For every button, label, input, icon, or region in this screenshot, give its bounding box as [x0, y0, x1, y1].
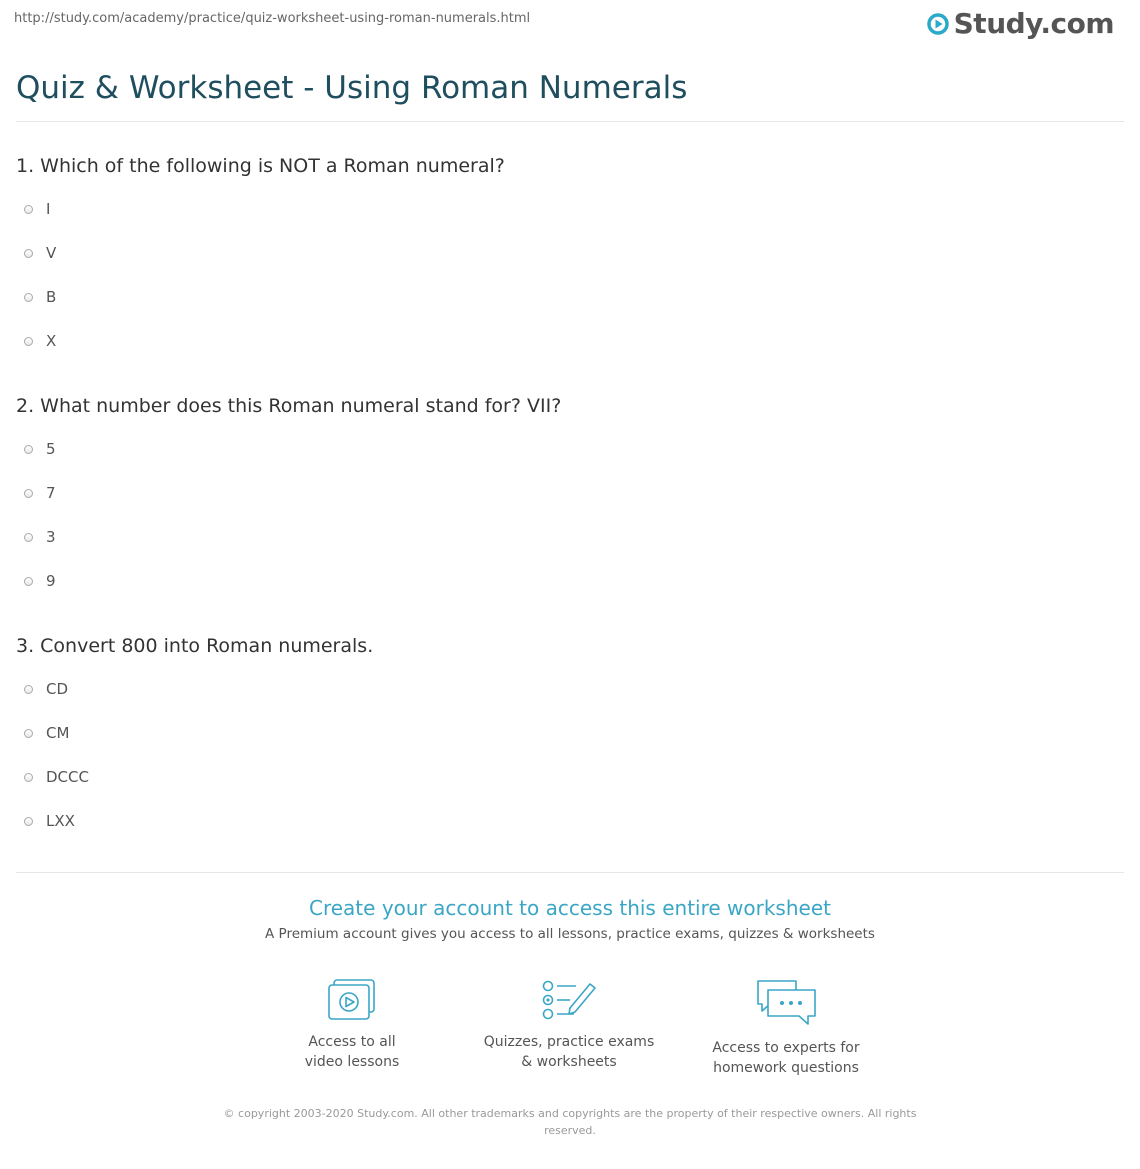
- logo-text: Study.com: [953, 7, 1114, 40]
- answer-option[interactable]: [24, 724, 69, 742]
- radio-button[interactable]: [24, 205, 33, 214]
- answer-option[interactable]: [24, 332, 56, 350]
- play-circle-icon: [927, 13, 949, 35]
- answer-option-label: 7: [46, 484, 56, 502]
- radio-button[interactable]: [24, 337, 33, 346]
- radio-button[interactable]: [24, 533, 33, 542]
- radio-button[interactable]: [24, 249, 33, 258]
- answer-option-label: DCCC: [46, 768, 89, 786]
- radio-button[interactable]: [24, 685, 33, 694]
- feature-video-lessons: [242, 978, 462, 1072]
- feature-quizzes: [459, 978, 679, 1072]
- answer-option-label: CM: [46, 724, 70, 742]
- answer-option-label: V: [46, 244, 57, 262]
- answer-option[interactable]: [24, 440, 56, 458]
- cta-title[interactable]: Create your account to access this entire worksheet: [309, 896, 831, 920]
- answer-option[interactable]: [24, 680, 68, 698]
- answer-option-label: LXX: [46, 812, 75, 830]
- answer-option[interactable]: [24, 812, 75, 830]
- question-3: 3. Convert 800 into Roman numerals.: [16, 635, 374, 657]
- radio-button[interactable]: [24, 817, 33, 826]
- feature-experts: [676, 978, 896, 1078]
- radio-button[interactable]: [24, 729, 33, 738]
- answer-option[interactable]: [24, 200, 50, 218]
- answer-option-label: B: [46, 288, 57, 306]
- page-url: http://study.com/academy/practice/quiz-worksheet-using-roman-numerals.html: [14, 11, 531, 26]
- cta-divider: [16, 872, 1124, 873]
- chat-experts-icon: [754, 978, 818, 1028]
- quiz-list-icon: [540, 978, 598, 1022]
- answer-option-label: 5: [46, 440, 56, 458]
- radio-button[interactable]: [24, 445, 33, 454]
- feature-label: Access to experts for homework questions: [712, 1040, 860, 1076]
- question-1: 1. Which of the following is NOT a Roman numeral?: [16, 155, 505, 177]
- feature-label: Quizzes, practice exams & worksheets: [483, 1034, 655, 1070]
- radio-button[interactable]: [24, 577, 33, 586]
- answer-option-label: 9: [46, 572, 56, 590]
- radio-button[interactable]: [24, 293, 33, 302]
- video-lessons-icon: [326, 978, 378, 1022]
- answer-option[interactable]: [24, 244, 56, 262]
- answer-option-label: 3: [46, 528, 56, 546]
- question-2: 2. What number does this Roman numeral stand for? VII?: [16, 395, 562, 417]
- answer-option-label: CD: [46, 680, 69, 698]
- page-title: Quiz & Worksheet - Using Roman Numerals: [16, 70, 688, 106]
- radio-button[interactable]: [24, 489, 33, 498]
- answer-option[interactable]: [24, 288, 56, 306]
- answer-option-label: X: [46, 332, 57, 350]
- cta-subtitle: A Premium account gives you access to all lessons, practice exams, quizzes & worksheets: [265, 926, 875, 942]
- title-divider: [16, 121, 1124, 122]
- answer-option[interactable]: [24, 768, 89, 786]
- copyright: © copyright 2003-2020 Study.com. All other trademarks and copyrights are the property of their respective owners. All rights reserved.: [223, 1107, 917, 1137]
- radio-button[interactable]: [24, 773, 33, 782]
- answer-option[interactable]: [24, 484, 56, 502]
- study-logo[interactable]: [927, 7, 1114, 40]
- answer-option[interactable]: [24, 528, 56, 546]
- feature-label: Access to all video lessons: [304, 1034, 400, 1070]
- answer-option[interactable]: [24, 572, 56, 590]
- answer-option-label: I: [46, 200, 51, 218]
